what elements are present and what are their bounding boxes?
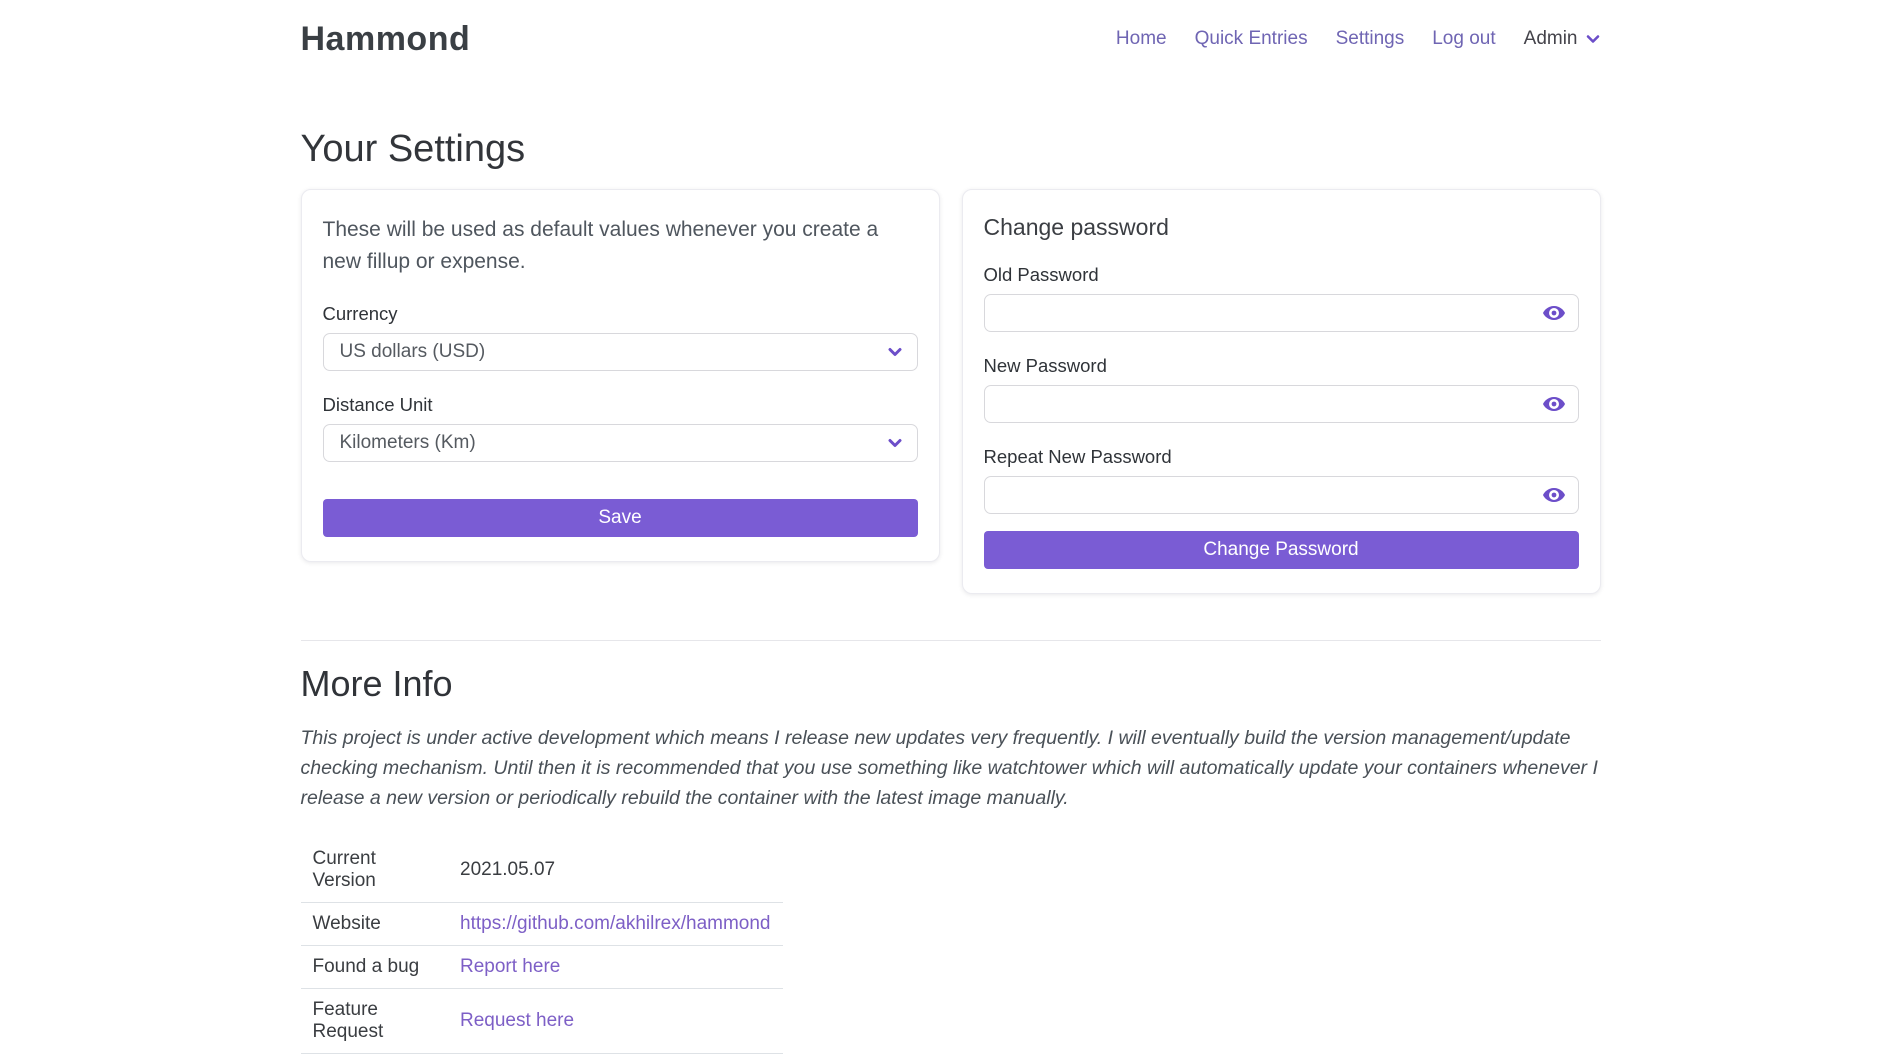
change-password-button[interactable]: Change Password bbox=[984, 531, 1579, 569]
website-link[interactable]: https://github.com/akhilrex/hammond bbox=[460, 912, 771, 934]
new-password-input[interactable] bbox=[984, 385, 1579, 423]
nav-item-logout[interactable]: Log out bbox=[1432, 28, 1496, 49]
currency-label: Currency bbox=[322, 303, 398, 324]
old-password-label: Old Password bbox=[983, 264, 1099, 285]
toggle-repeat-password-visibility-button[interactable] bbox=[1539, 483, 1569, 507]
distance-unit-select[interactable] bbox=[323, 424, 918, 462]
eye-icon bbox=[1541, 303, 1567, 323]
change-password-title: Change password bbox=[983, 214, 1169, 240]
brand-logo[interactable]: Hammond bbox=[300, 19, 471, 58]
page-title: Your Settings bbox=[300, 128, 526, 170]
nav-item-home[interactable]: Home bbox=[1115, 28, 1167, 49]
more-info-table bbox=[301, 838, 783, 1054]
admin-dropdown-label: Admin bbox=[1523, 28, 1578, 49]
toggle-new-password-visibility-button[interactable] bbox=[1539, 392, 1569, 416]
more-info-title: More Info bbox=[300, 663, 453, 704]
nav-item-settings[interactable]: Settings bbox=[1335, 28, 1405, 49]
distance-unit-select-value: Kilometers (Km) bbox=[339, 432, 476, 453]
repeat-new-password-label: Repeat New Password bbox=[983, 446, 1172, 467]
website-label: Website bbox=[301, 902, 449, 945]
nav-item-quick-entries[interactable]: Quick Entries bbox=[1194, 28, 1308, 49]
currency-select-value: US dollars (USD) bbox=[339, 341, 486, 362]
more-info-description: This project is under active development which means I release new updates very frequently. I will eventually build the version management/update checking mechanism. Until then it is recommended that you use something like watchtower which will automatically update your containers whenever I release a new version or periodically rebuild the container with the latest image manually. bbox=[300, 727, 1598, 810]
table-row bbox=[301, 988, 783, 1053]
found-a-bug-label: Found a bug bbox=[301, 945, 449, 988]
eye-icon bbox=[1541, 485, 1567, 505]
settings-cards-row bbox=[301, 189, 1601, 594]
report-bug-link[interactable]: Report here bbox=[460, 955, 561, 977]
feature-request-label: Feature Request bbox=[301, 988, 449, 1053]
defaults-card bbox=[301, 189, 940, 562]
save-button[interactable]: Save bbox=[323, 499, 918, 537]
table-row bbox=[301, 945, 783, 988]
chevron-down-icon bbox=[1585, 31, 1601, 47]
table-row bbox=[301, 902, 783, 945]
currency-select[interactable] bbox=[323, 333, 918, 371]
repeat-new-password-input[interactable] bbox=[984, 476, 1579, 514]
current-version-label: Current Version bbox=[301, 838, 449, 903]
old-password-input[interactable] bbox=[984, 294, 1579, 332]
feature-request-link[interactable]: Request here bbox=[460, 1009, 575, 1031]
defaults-description: These will be used as default values whenever you create a new fillup or expense. bbox=[322, 218, 879, 273]
admin-dropdown[interactable] bbox=[1524, 28, 1601, 50]
section-divider bbox=[301, 640, 1601, 641]
distance-unit-label: Distance Unit bbox=[322, 394, 433, 415]
current-version-value: 2021.05.07 bbox=[448, 838, 783, 903]
chevron-down-icon bbox=[887, 344, 903, 360]
table-row bbox=[301, 838, 783, 903]
new-password-label: New Password bbox=[983, 355, 1107, 376]
top-navbar bbox=[301, 0, 1601, 70]
chevron-down-icon bbox=[887, 435, 903, 451]
more-info-section bbox=[301, 640, 1601, 1054]
main-nav bbox=[1116, 28, 1601, 50]
toggle-old-password-visibility-button[interactable] bbox=[1539, 301, 1569, 325]
change-password-card bbox=[962, 189, 1601, 594]
eye-icon bbox=[1541, 394, 1567, 414]
